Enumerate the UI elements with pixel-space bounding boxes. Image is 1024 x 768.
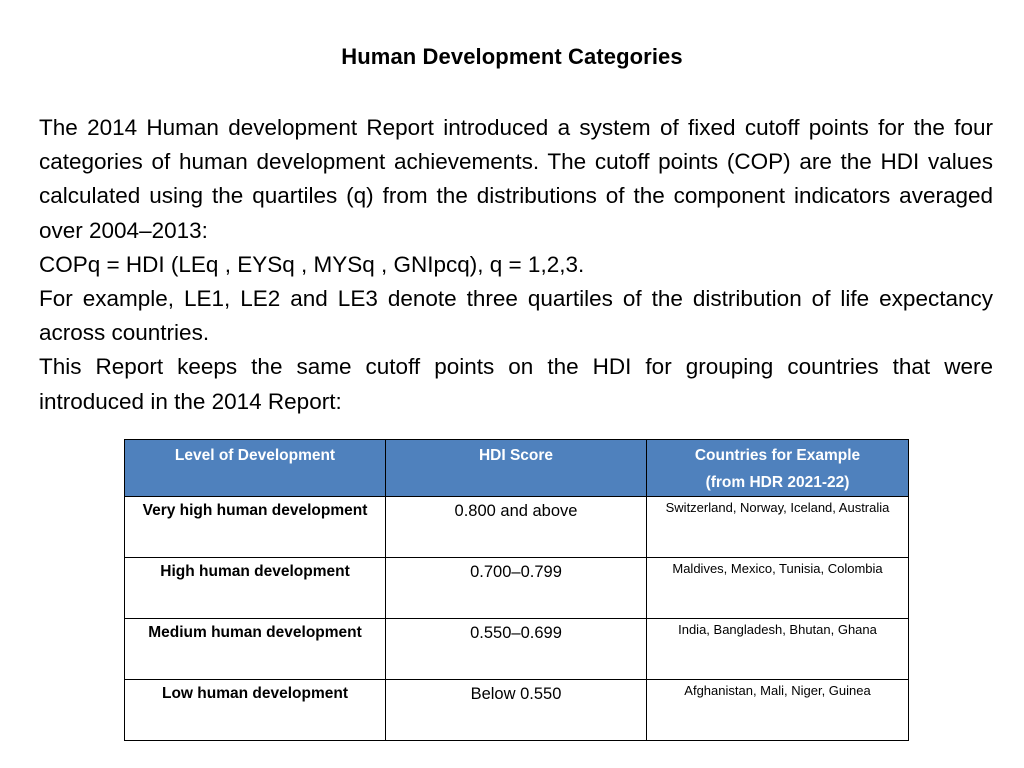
table-row [125, 497, 909, 558]
report-paragraph: This Report keeps the same cutoff points on the HDI for grouping countries that were introduced in the 2014 Report: [39, 354, 993, 414]
header-countries-line2: (from HDR 2021-22) [705, 474, 850, 491]
row-countries: Maldives, Mexico, Tunisia, Colombia [647, 558, 909, 619]
row-level: Low human development [125, 680, 386, 741]
header-score: HDI Score [386, 440, 647, 497]
header-countries [647, 440, 909, 497]
row-level: High human development [125, 558, 386, 619]
row-level: Very high human development [125, 497, 386, 558]
row-countries: Switzerland, Norway, Iceland, Australia [647, 497, 909, 558]
header-level: Level of Development [125, 440, 386, 497]
page-title: Human Development Categories [341, 44, 683, 69]
row-level: Medium human development [125, 619, 386, 680]
row-score: 0.700–0.799 [386, 558, 647, 619]
row-score: 0.550–0.699 [386, 619, 647, 680]
row-score: Below 0.550 [386, 680, 647, 741]
example-paragraph: For example, LE1, LE2 and LE3 denote three quartiles of the distribution of life expectancy across countries. [39, 286, 993, 346]
body-text [39, 111, 993, 419]
table-row [125, 619, 909, 680]
intro-paragraph: The 2014 Human development Report introduced a system of fixed cutoff points for the four categories of human development achievements. The cutoff points (COP) are the HDI values calculated using the quartiles (q) from the distributions of the component indicators averaged over 2004–2013: [39, 115, 993, 243]
row-countries: Afghanistan, Mali, Niger, Guinea [647, 680, 909, 741]
header-countries-line1: Countries for Example [694, 447, 861, 464]
table-row [125, 680, 909, 741]
table-header-row [125, 440, 909, 497]
formula-line: COPq = HDI (LEq , EYSq , MYSq , GNIpcq), q = 1,2,3. [39, 251, 585, 277]
row-countries: India, Bangladesh, Bhutan, Ghana [647, 619, 909, 680]
row-score: 0.800 and above [386, 497, 647, 558]
hdi-categories-table [124, 439, 909, 741]
table-row [125, 558, 909, 619]
